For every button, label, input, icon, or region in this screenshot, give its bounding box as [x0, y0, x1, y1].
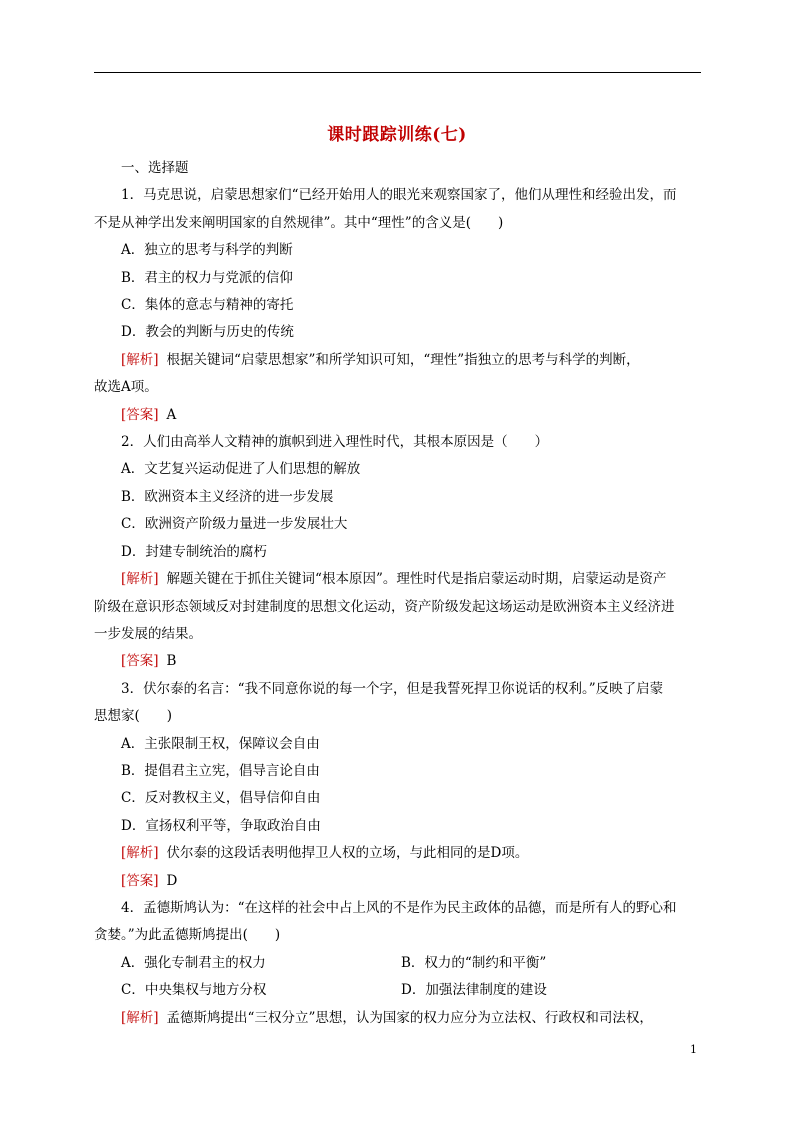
q2-analysis-line1 [94, 566, 701, 593]
q3-answer [94, 868, 701, 895]
q1-answer [94, 402, 701, 429]
q2-option-d: D．封建专制统治的腐朽 [121, 543, 267, 560]
q2-analysis-text: 解题关键在于抓住关键词“根本原因”。理性时代是指启蒙运动时期，启蒙运动是资产 [166, 571, 667, 588]
q4-option-d: D．加强法律制度的建设 [401, 982, 547, 999]
document-body [94, 155, 701, 1032]
q3-option-a: A．主张限制王权，保障议会自由 [121, 735, 320, 752]
q2-option-c: C．欧洲资产阶级力量进一步发展壮大 [121, 516, 348, 533]
q1-option-b: B．君主的权力与党派的信仰 [121, 269, 293, 286]
q2-option-a: A．文艺复兴运动促进了人们思想的解放 [121, 461, 361, 478]
q1-analysis-text: 根据关键词“启蒙思想家”和所学知识可知，“理性”指独立的思考与科学的判断， [166, 351, 640, 368]
analysis-tag: [解析] [121, 351, 159, 368]
q1-option-c: C．集体的意志与精神的寄托 [121, 297, 294, 314]
q2-option-b: B．欧洲资本主义经济的进一步发展 [121, 488, 334, 505]
q2-stem-line1: 2．人们由高举人文精神的旗帜到进入理性时代，其根本原因是（ ） [121, 434, 549, 451]
q4-analysis-line1 [94, 1005, 701, 1032]
header-rule [94, 72, 701, 73]
answer-tag: [答案] [121, 406, 159, 423]
page-number: 1 [690, 1043, 697, 1056]
q3-option-d: D．宣扬权利平等，争取政治自由 [121, 817, 321, 834]
q4-options-row2 [94, 977, 701, 1004]
q2-analysis-line3: 一步发展的结果。 [94, 625, 202, 642]
q3-stem-line1: 3．伏尔泰的名言：“我不同意你说的每一个字，但是我誓死捍卫你说话的权利。”反映了启蒙 [121, 680, 664, 697]
q3-option-b: B．提倡君主立宪，倡导言论自由 [121, 762, 320, 779]
analysis-tag: [解析] [121, 571, 159, 588]
q4-option-c: C．中央集权与地方分权 [121, 982, 267, 999]
q4-options-row1 [94, 950, 701, 977]
q3-analysis-line1 [94, 840, 701, 867]
q1-answer-value: A [166, 406, 177, 423]
q1-option-d: D．教会的判断与历史的传统 [121, 324, 294, 341]
analysis-tag: [解析] [121, 1009, 159, 1026]
answer-tag: [答案] [121, 653, 159, 670]
q2-answer [94, 648, 701, 675]
q1-stem-line2: 不是从神学出发来阐明国家的自然规律”。其中“理性”的含义是( ) [94, 214, 504, 231]
q3-stem-line2: 思想家( ) [94, 708, 173, 725]
q3-answer-value: D [166, 872, 178, 889]
q4-analysis-text: 孟德斯鸠提出“三权分立”思想，认为国家的权力应分为立法权、行政权和司法权， [166, 1009, 653, 1026]
q3-analysis-text: 伏尔泰的这段话表明他捍卫人权的立场，与此相同的是D项。 [166, 845, 529, 862]
q4-stem-line2: 贪婪。”为此孟德斯鸠提出( ) [94, 927, 281, 944]
section-heading: 一、选择题 [121, 160, 189, 176]
q1-analysis-line2: 故选A项。 [94, 379, 158, 396]
q3-option-c: C．反对教权主义，倡导信仰自由 [121, 790, 321, 807]
q4-option-a: A．强化专制君主的权力 [121, 954, 266, 971]
q1-option-a: A．独立的思考与科学的判断 [121, 242, 293, 259]
q2-analysis-line2: 阶级在意识形态领域反对封建制度的思想文化运动，资产阶级发起这场运动是欧洲资本主义经济进 [94, 598, 675, 615]
analysis-tag: [解析] [121, 845, 159, 862]
q4-option-b: B．权力的“制约和平衡” [401, 954, 547, 971]
q1-stem-line1: 1．马克思说，启蒙思想家们“已经开始用人的眼光来观察国家了，他们从理性和经验出发，而 [121, 187, 677, 204]
q2-answer-value: B [166, 653, 177, 670]
q1-analysis-line1 [94, 347, 701, 374]
q4-stem-line1: 4．孟德斯鸠认为：“在这样的社会中占上风的不是作为民主政体的品德，而是所有人的野心和 [121, 899, 677, 916]
answer-tag: [答案] [121, 872, 159, 889]
page-title: 课时跟踪训练(七) [327, 125, 467, 145]
